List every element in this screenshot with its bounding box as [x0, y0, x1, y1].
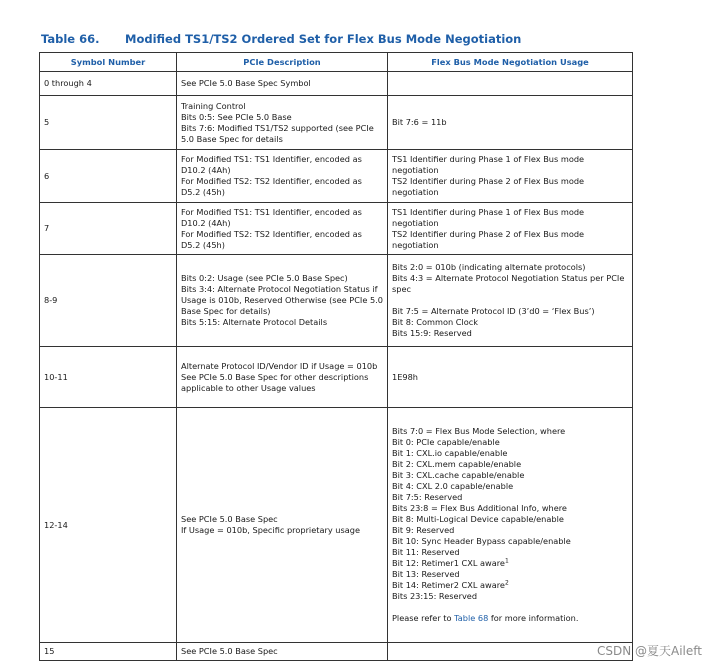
table-row [40, 96, 633, 150]
usage-line: Bit 11: Reserved [392, 547, 460, 557]
footnote-marker: 2 [504, 579, 509, 587]
symbol-cell: 12-14 [40, 408, 177, 643]
usage-cell [388, 72, 633, 96]
pcie-line: Bits 7:6: Modified TS1/TS2 supported (see PCIe 5.0 Base Spec for details [181, 122, 374, 144]
table-row [40, 347, 633, 408]
usage-cell [388, 347, 633, 408]
pcie-line: For Modified TS1: TS1 Identifier, encoded as D10.2 (4Ah) [181, 206, 362, 228]
table-row [40, 255, 633, 347]
usage-line-retimer1 [392, 558, 628, 569]
pcie-cell [177, 150, 388, 203]
usage-line: Bit 8: Common Clock [392, 317, 478, 327]
pcie-cell [177, 255, 388, 347]
pcie-line: For Modified TS1: TS1 Identifier, encoded as D10.2 (4Ah) [181, 154, 362, 175]
csdn-watermark: CSDN @夏天Aileft [596, 644, 702, 658]
usage-line: Bit 3: CXL.cache capable/enable [392, 470, 525, 480]
usage-line: Bits 4:3 = Alternate Protocol Negotiation Status per PCIe spec [392, 273, 625, 294]
usage-line: Bits 23:15: Reserved [392, 591, 478, 601]
header-pcie-description: PCIe Description [177, 53, 388, 72]
symbol-cell: 15 [40, 643, 177, 661]
usage-cell [388, 150, 633, 203]
refer-note [392, 613, 628, 624]
table-68-link[interactable]: Table 68 [454, 613, 489, 623]
table-number: Table 66. [41, 32, 100, 46]
usage-line: Bit 7:5: Reserved [392, 492, 463, 502]
usage-line-text: Bit 12: Retimer1 CXL aware [392, 558, 505, 568]
pcie-line: For Modified TS2: TS2 Identifier, encoded as D5.2 (45h) [181, 228, 362, 250]
pcie-cell [177, 203, 388, 255]
pcie-line: See PCIe 5.0 Base Spec [181, 646, 278, 656]
symbol-cell: 5 [40, 96, 177, 150]
pcie-line: Alternate Protocol ID/Vendor ID if Usage = 010b [181, 360, 378, 371]
usage-blank-line [392, 295, 628, 306]
spec-table [39, 52, 633, 661]
usage-line: Bit 1: CXL.io capable/enable [392, 448, 508, 458]
pcie-line: Bits 5:15: Alternate Protocol Details [181, 317, 328, 327]
table-row [40, 643, 633, 661]
pcie-line: For Modified TS2: TS2 Identifier, encoded as D5.2 (45h) [181, 176, 362, 197]
pcie-cell [177, 347, 388, 408]
usage-line: Bit 10: Sync Header Bypass capable/enable [392, 536, 571, 546]
usage-line: TS2 Identifier during Phase 2 of Flex Bus mode negotiation [392, 176, 585, 197]
table-caption [41, 32, 521, 46]
usage-cell [388, 643, 633, 661]
pcie-cell [177, 96, 388, 150]
usage-cell [388, 96, 633, 150]
symbol-cell: 10-11 [40, 347, 177, 408]
table-row [40, 408, 633, 643]
pcie-cell [177, 408, 388, 643]
symbol-cell: 7 [40, 203, 177, 255]
usage-cell [388, 203, 633, 255]
usage-line: TS1 Identifier during Phase 1 of Flex Bus mode negotiation [392, 206, 585, 228]
pcie-line: Bits 3:4: Alternate Protocol Negotiation Status if Usage is 010b, Reserved Otherwise (see PCIe 5.0 Base Spec for details) [181, 284, 383, 316]
usage-line: Bit 4: CXL 2.0 capable/enable [392, 481, 514, 491]
footnote-marker: 1 [504, 557, 509, 565]
usage-line: Bits 7:0 = Flex Bus Mode Selection, where [392, 426, 566, 436]
usage-line: Bit 9: Reserved [392, 525, 455, 535]
header-flex-bus-usage: Flex Bus Mode Negotiation Usage [388, 53, 633, 72]
usage-line: TS1 Identifier during Phase 1 of Flex Bus mode negotiation [392, 154, 585, 175]
pcie-cell [177, 643, 388, 661]
usage-line: Bits 15:9: Reserved [392, 328, 472, 338]
evaluation-watermark [0, 10, 38, 669]
usage-line: Bit 13: Reserved [392, 569, 460, 579]
usage-cell [388, 408, 633, 643]
symbol-cell: 6 [40, 150, 177, 203]
table-row [40, 150, 633, 203]
table-row [40, 72, 633, 96]
pcie-line: See PCIe 5.0 Base Spec for other descriptions applicable to other Usage values [181, 371, 369, 393]
usage-blank-line [392, 602, 628, 613]
pcie-line: Training Control [181, 100, 246, 111]
pcie-line: See PCIe 5.0 Base Spec [181, 514, 278, 524]
usage-line: Bit 2: CXL.mem capable/enable [392, 459, 522, 469]
pcie-line: See PCIe 5.0 Base Spec Symbol [181, 78, 311, 88]
refer-prefix: Please refer to [392, 613, 455, 623]
symbol-cell: 0 through 4 [40, 72, 177, 96]
usage-line: Bit 0: PCIe capable/enable [392, 437, 500, 447]
usage-line-text: Bit 14: Retimer2 CXL aware [392, 580, 505, 590]
usage-line: Bit 8: Multi-Logical Device capable/enable [392, 514, 564, 524]
header-symbol-number: Symbol Number [40, 53, 177, 72]
symbol-cell: 8-9 [40, 255, 177, 347]
table-row [40, 203, 633, 255]
pcie-line: If Usage = 010b, Specific proprietary usage [181, 525, 360, 535]
refer-suffix: for more information. [488, 613, 579, 623]
usage-line: Bits 2:0 = 010b (indicating alternate protocols) [392, 262, 586, 272]
usage-line: TS2 Identifier during Phase 2 of Flex Bus mode negotiation [392, 228, 585, 250]
pcie-line: Bits 0:2: Usage (see PCIe 5.0 Base Spec) [181, 273, 348, 283]
usage-line: 1E98h [392, 371, 418, 382]
usage-line: Bit 7:5 = Alternate Protocol ID (3’d0 = ‘Flex Bus’) [392, 306, 595, 316]
usage-cell [388, 255, 633, 347]
header-row [40, 53, 633, 72]
pcie-line: Bits 0:5: See PCIe 5.0 Base [181, 111, 292, 122]
table-title: Modified TS1/TS2 Ordered Set for Flex Bus Mode Negotiation [125, 32, 522, 46]
usage-line-retimer2 [392, 580, 628, 591]
usage-line: Bits 23:8 = Flex Bus Additional Info, where [392, 503, 567, 513]
pcie-cell [177, 72, 388, 96]
usage-line: Bit 7:6 = 11b [392, 117, 447, 127]
